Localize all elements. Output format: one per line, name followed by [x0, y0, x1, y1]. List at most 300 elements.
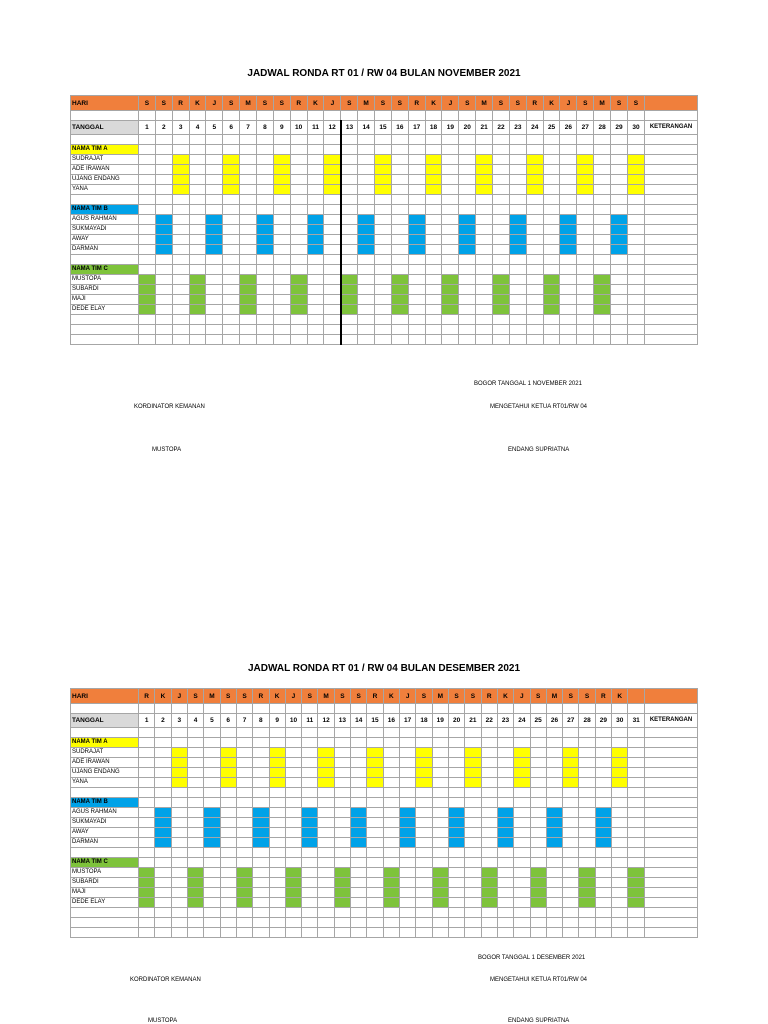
empty-cell: [577, 205, 594, 215]
empty-cell: [204, 908, 220, 918]
shift-cell: [425, 185, 442, 195]
shift-cell: [627, 215, 644, 225]
empty-cell: [139, 858, 155, 868]
shift-cell: [358, 285, 375, 295]
shift-cell: [595, 828, 611, 838]
shift-cell: [442, 295, 459, 305]
empty-cell: [645, 325, 698, 335]
empty-cell: [187, 908, 203, 918]
shift-cell: [290, 225, 307, 235]
empty-cell: [408, 135, 425, 145]
shift-cell: [206, 275, 223, 285]
shift-cell: [546, 888, 562, 898]
empty-cell: [341, 111, 358, 121]
shift-cell: [481, 838, 497, 848]
empty-cell: [290, 145, 307, 155]
empty-cell: [269, 908, 285, 918]
shift-cell: [416, 878, 432, 888]
empty-cell: [577, 145, 594, 155]
shift-cell: [509, 295, 526, 305]
empty-cell: [497, 704, 513, 714]
shift-cell: [302, 888, 318, 898]
chair-role: MENGETAHUI KETUA RT01/RW 04: [490, 977, 588, 983]
shift-cell: [595, 898, 611, 908]
empty-cell: [155, 738, 171, 748]
empty-cell: [481, 798, 497, 808]
day-cell: S: [139, 96, 156, 111]
empty-cell: [341, 265, 358, 275]
shift-cell: [139, 898, 155, 908]
shift-cell: [351, 768, 367, 778]
empty-cell: [171, 728, 187, 738]
shift-cell: [481, 878, 497, 888]
empty-cell: [432, 908, 448, 918]
shift-cell: [171, 748, 187, 758]
empty-cell: [645, 335, 698, 345]
date-cell: 23: [509, 121, 526, 135]
empty-cell: [358, 325, 375, 335]
shift-cell: [579, 808, 595, 818]
shift-cell: [612, 808, 628, 818]
shift-cell: [139, 768, 155, 778]
shift-cell: [155, 165, 172, 175]
shift-cell: [269, 768, 285, 778]
shift-cell: [391, 175, 408, 185]
shift-cell: [425, 235, 442, 245]
shift-cell: [139, 295, 156, 305]
shift-cell: [204, 898, 220, 908]
shift-cell: [334, 808, 350, 818]
day-cell: S: [375, 96, 392, 111]
shift-cell: [546, 868, 562, 878]
empty-cell: [236, 798, 252, 808]
shift-cell: [476, 165, 493, 175]
empty-cell: [367, 858, 383, 868]
empty-cell: [627, 145, 644, 155]
shift-cell: [594, 155, 611, 165]
shift-cell: [375, 175, 392, 185]
shift-cell: [509, 175, 526, 185]
shift-cell: [155, 868, 171, 878]
shift-cell: [171, 878, 187, 888]
shift-cell: [273, 295, 290, 305]
shift-cell: [367, 818, 383, 828]
shift-cell: [257, 285, 274, 295]
shift-cell: [579, 868, 595, 878]
shift-cell: [220, 808, 236, 818]
shift-cell: [497, 748, 513, 758]
shift-cell: [416, 828, 432, 838]
shift-cell: [290, 305, 307, 315]
shift-cell: [269, 758, 285, 768]
empty-cell: [223, 335, 240, 345]
shift-cell: [611, 165, 628, 175]
empty-cell: [546, 908, 562, 918]
shift-cell: [459, 215, 476, 225]
empty-cell: [594, 335, 611, 345]
empty-cell: [204, 928, 220, 938]
shift-cell: [465, 768, 481, 778]
shift-cell: [139, 245, 156, 255]
member-name: YANA: [71, 185, 139, 195]
empty-cell: [425, 265, 442, 275]
shift-cell: [391, 155, 408, 165]
empty-cell: [367, 788, 383, 798]
shift-cell: [530, 748, 546, 758]
empty-cell: [155, 335, 172, 345]
shift-cell: [273, 245, 290, 255]
empty-cell: [595, 918, 611, 928]
empty-cell: [408, 265, 425, 275]
day-cell: S: [220, 689, 236, 704]
shift-cell: [351, 818, 367, 828]
shift-cell: [240, 185, 257, 195]
empty-cell: [375, 335, 392, 345]
shift-cell: [400, 868, 416, 878]
date-cell: 24: [526, 121, 543, 135]
empty-cell: [560, 335, 577, 345]
shift-cell: [612, 838, 628, 848]
empty-cell: [526, 111, 543, 121]
empty-cell: [302, 728, 318, 738]
shift-cell: [408, 155, 425, 165]
member-name: SUDRAJAT: [71, 155, 139, 165]
shift-cell: [481, 768, 497, 778]
shift-cell: [302, 878, 318, 888]
shift-cell: [383, 878, 399, 888]
empty-cell: [383, 788, 399, 798]
empty-cell: [627, 335, 644, 345]
empty-cell: [206, 195, 223, 205]
shift-cell: [189, 305, 206, 315]
shift-cell: [155, 818, 171, 828]
shift-cell: [432, 808, 448, 818]
empty-cell: [318, 848, 334, 858]
empty-cell: [71, 788, 139, 798]
shift-cell: [257, 175, 274, 185]
member-row: [71, 868, 698, 878]
shift-cell: [408, 245, 425, 255]
empty-cell: [334, 788, 350, 798]
date-cell: 4: [189, 121, 206, 135]
shift-cell: [612, 828, 628, 838]
empty-cell: [530, 908, 546, 918]
empty-cell: [273, 255, 290, 265]
empty-cell: [416, 928, 432, 938]
shift-cell: [204, 868, 220, 878]
shift-cell: [273, 275, 290, 285]
day-cell: S: [391, 96, 408, 111]
empty-cell: [627, 205, 644, 215]
day-cell: K: [307, 96, 324, 111]
empty-cell: [189, 265, 206, 275]
day-cell: K: [543, 96, 560, 111]
empty-cell: [432, 928, 448, 938]
day-cell: J: [400, 689, 416, 704]
shift-cell: [155, 185, 172, 195]
shift-cell: [375, 225, 392, 235]
shift-cell: [526, 275, 543, 285]
empty-cell: [543, 135, 560, 145]
shift-cell: [595, 808, 611, 818]
member-row: [71, 185, 698, 195]
empty-cell: [476, 205, 493, 215]
empty-cell: [543, 205, 560, 215]
empty-cell: [560, 111, 577, 121]
empty-cell: [324, 335, 341, 345]
day-cell: S: [448, 689, 464, 704]
shift-cell: [391, 285, 408, 295]
empty-cell: [560, 315, 577, 325]
spacer-row: [71, 111, 698, 121]
shift-cell: [204, 808, 220, 818]
shift-cell: [476, 305, 493, 315]
shift-cell: [560, 225, 577, 235]
shift-cell: [318, 778, 334, 788]
empty-cell: [285, 928, 301, 938]
shift-cell: [595, 748, 611, 758]
date-cell: 25: [530, 714, 546, 728]
shift-cell: [383, 818, 399, 828]
shift-cell: [307, 245, 324, 255]
empty-cell: [324, 195, 341, 205]
shift-cell: [628, 898, 645, 908]
empty-cell: [240, 205, 257, 215]
shift-cell: [220, 818, 236, 828]
empty-cell: [269, 798, 285, 808]
shift-cell: [375, 165, 392, 175]
empty-cell: [645, 704, 698, 714]
shift-cell: [530, 878, 546, 888]
empty-cell: [493, 111, 510, 121]
empty-cell: [400, 928, 416, 938]
empty-cell: [448, 704, 464, 714]
spacer-row: [71, 728, 698, 738]
shift-cell: [563, 868, 579, 878]
empty-cell: [171, 798, 187, 808]
member-name: AWAY: [71, 828, 139, 838]
shift-cell: [223, 245, 240, 255]
empty-cell: [290, 135, 307, 145]
shift-cell: [546, 758, 562, 768]
shift-cell: [206, 215, 223, 225]
shift-cell: [432, 828, 448, 838]
shift-cell: [307, 155, 324, 165]
shift-cell: [189, 245, 206, 255]
shift-cell: [285, 768, 301, 778]
shift-cell: [493, 285, 510, 295]
empty-cell: [611, 205, 628, 215]
empty-cell: [459, 255, 476, 265]
empty-cell: [257, 265, 274, 275]
empty-cell: [563, 798, 579, 808]
day-cell: S: [351, 689, 367, 704]
shift-cell: [425, 165, 442, 175]
empty-cell: [71, 195, 139, 205]
empty-cell: [442, 145, 459, 155]
empty-cell: [285, 704, 301, 714]
day-cell: K: [189, 96, 206, 111]
spacer-row: [71, 135, 698, 145]
day-cell: K: [425, 96, 442, 111]
empty-cell: [509, 335, 526, 345]
empty-cell: [253, 928, 269, 938]
empty-cell: [375, 325, 392, 335]
empty-cell: [459, 265, 476, 275]
shift-cell: [139, 275, 156, 285]
empty-cell: [645, 135, 698, 145]
empty-cell: [375, 145, 392, 155]
shift-cell: [577, 175, 594, 185]
shift-cell: [459, 165, 476, 175]
empty-cell: [408, 335, 425, 345]
date-cell: 29: [611, 121, 628, 135]
shift-cell: [269, 818, 285, 828]
shift-cell: [139, 758, 155, 768]
empty-cell: [514, 858, 530, 868]
shift-cell: [408, 295, 425, 305]
shift-cell: [400, 818, 416, 828]
shift-cell: [189, 235, 206, 245]
member-row: [71, 778, 698, 788]
shift-cell: [223, 295, 240, 305]
date-cell: 26: [546, 714, 562, 728]
empty-cell: [223, 325, 240, 335]
empty-cell: [611, 135, 628, 145]
shift-cell: [358, 215, 375, 225]
empty-cell: [302, 704, 318, 714]
shift-cell: [302, 838, 318, 848]
shift-cell: [400, 838, 416, 848]
empty-cell: [273, 111, 290, 121]
shift-cell: [594, 165, 611, 175]
shift-cell: [563, 828, 579, 838]
empty-cell: [220, 728, 236, 738]
shift-cell: [334, 768, 350, 778]
shift-cell: [493, 275, 510, 285]
empty-cell: [318, 908, 334, 918]
team-label-row: [71, 145, 698, 155]
sheet-title: JADWAL RONDA RT 01 / RW 04 BULAN DESEMBER 2021: [247, 663, 521, 674]
empty-cell: [514, 704, 530, 714]
empty-cell: [628, 788, 645, 798]
empty-cell: [459, 335, 476, 345]
keterangan-cell: [645, 275, 698, 285]
shift-cell: [442, 175, 459, 185]
shift-cell: [560, 185, 577, 195]
empty-cell: [383, 918, 399, 928]
shift-cell: [432, 838, 448, 848]
shift-cell: [236, 888, 252, 898]
shift-cell: [290, 245, 307, 255]
shift-cell: [391, 215, 408, 225]
team-label-row: [71, 798, 698, 808]
date-cell: 17: [400, 714, 416, 728]
shift-cell: [273, 155, 290, 165]
empty-cell: [307, 195, 324, 205]
empty-cell: [341, 135, 358, 145]
shift-cell: [273, 215, 290, 225]
keterangan-cell: [645, 868, 698, 878]
empty-cell: [351, 858, 367, 868]
shift-cell: [318, 758, 334, 768]
empty-cell: [509, 145, 526, 155]
shift-cell: [172, 285, 189, 295]
empty-cell: [546, 928, 562, 938]
shift-cell: [172, 155, 189, 165]
empty-cell: [612, 704, 628, 714]
sheet-title: JADWAL RONDA RT 01 / RW 04 BULAN NOVEMBER 2021: [247, 68, 521, 79]
shift-cell: [324, 245, 341, 255]
shift-cell: [594, 235, 611, 245]
shift-cell: [543, 235, 560, 245]
shift-cell: [139, 748, 155, 758]
shift-cell: [155, 758, 171, 768]
day-cell: S: [611, 96, 628, 111]
shift-cell: [341, 305, 358, 315]
shift-cell: [493, 165, 510, 175]
day-cell: S: [465, 689, 481, 704]
day-cell: S: [627, 96, 644, 111]
shift-cell: [416, 758, 432, 768]
shift-cell: [530, 758, 546, 768]
shift-cell: [594, 225, 611, 235]
empty-cell: [139, 335, 156, 345]
shift-cell: [459, 225, 476, 235]
shift-cell: [273, 185, 290, 195]
coordinator-role: KORDINATOR KEMANAN: [134, 404, 205, 410]
empty-cell: [269, 788, 285, 798]
empty-cell: [481, 788, 497, 798]
shift-cell: [236, 838, 252, 848]
empty-cell: [425, 255, 442, 265]
shift-cell: [391, 295, 408, 305]
empty-cell: [334, 918, 350, 928]
empty-cell: [155, 195, 172, 205]
shift-cell: [465, 828, 481, 838]
empty-cell: [627, 325, 644, 335]
shift-cell: [139, 225, 156, 235]
empty-cell: [543, 111, 560, 121]
shift-cell: [334, 778, 350, 788]
shift-cell: [408, 225, 425, 235]
shift-cell: [307, 185, 324, 195]
shift-cell: [448, 868, 464, 878]
shift-cell: [543, 245, 560, 255]
shift-cell: [530, 768, 546, 778]
empty-cell: [442, 315, 459, 325]
day-cell: M: [594, 96, 611, 111]
shift-cell: [432, 748, 448, 758]
empty-cell: [290, 195, 307, 205]
empty-cell: [341, 255, 358, 265]
date-cell: 2: [155, 121, 172, 135]
shift-cell: [448, 898, 464, 908]
empty-cell: [334, 848, 350, 858]
empty-cell: [155, 265, 172, 275]
shift-cell: [493, 225, 510, 235]
shift-cell: [236, 818, 252, 828]
member-name: MAJI: [71, 295, 139, 305]
empty-cell: [530, 788, 546, 798]
shift-cell: [577, 225, 594, 235]
empty-cell: [579, 908, 595, 918]
shift-cell: [530, 818, 546, 828]
shift-cell: [187, 888, 203, 898]
shift-cell: [543, 225, 560, 235]
shift-cell: [611, 155, 628, 165]
empty-cell: [171, 908, 187, 918]
